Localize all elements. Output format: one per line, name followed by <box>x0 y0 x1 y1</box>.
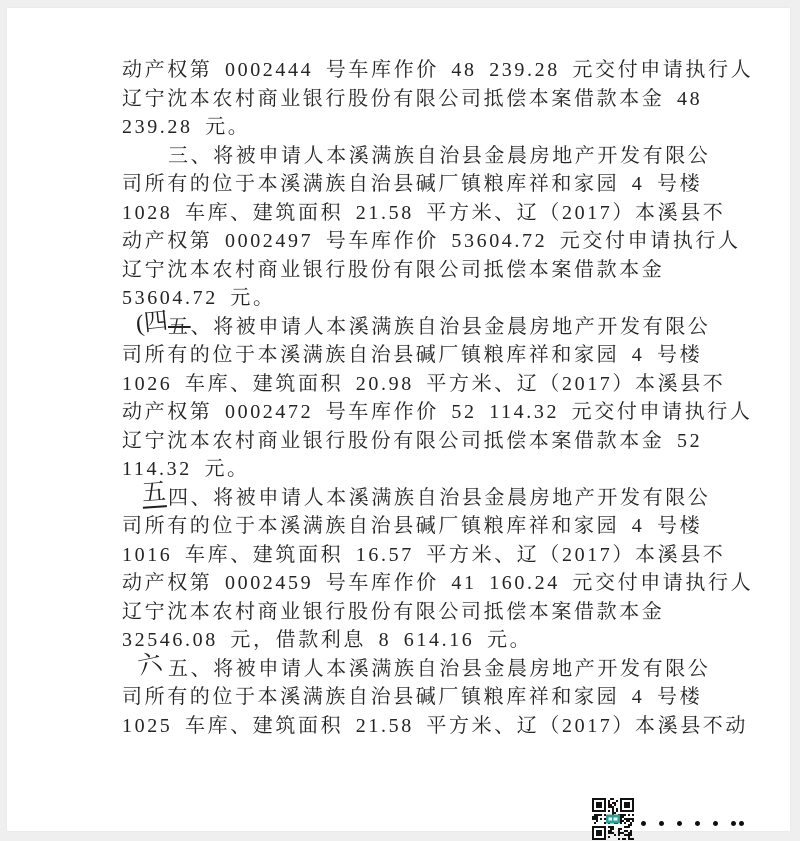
separator-dots <box>641 814 744 832</box>
paragraph-line: 1026 车库、建筑面积 20.98 平方米、辽（2017）本溪县不 <box>122 372 726 395</box>
paragraph-line: 114.32 元。 <box>122 458 250 480</box>
paragraph-line-item-five-start <box>122 478 722 513</box>
paragraph-line: 1016 车库、建筑面积 16.57 平方米、辽（2017）本溪县不 <box>122 543 726 566</box>
dot <box>695 821 700 826</box>
paragraph-line: 动产权第 0002497 号车库作价 53604.72 元交付申请执行人 <box>122 230 741 252</box>
paragraph-line-text: 、将被申请人本溪满族自治县金晨房地产开发有限公 <box>190 657 711 680</box>
paragraph-line-item-three-start: 三、将被申请人本溪满族自治县金晨房地产开发有限公 <box>168 144 711 167</box>
paragraph-line: 1025 车库、建筑面积 21.58 平方米、辽（2017）本溪县不动 <box>122 714 748 737</box>
handwritten-correction-five: 五 <box>141 478 167 507</box>
paragraph-line-item-four-start <box>122 307 722 342</box>
printed-numeral-five: 五 <box>168 657 191 680</box>
paragraph-line-text: 、将被申请人本溪满族自治县金晨房地产开发有限公 <box>190 486 711 509</box>
handwritten-correction-six: 六 <box>135 649 165 680</box>
paragraph-line: 1028 车库、建筑面积 21.58 平方米、辽（2017）本溪县不 <box>122 201 726 224</box>
document-page <box>7 8 790 831</box>
handwritten-correction-four: (四 <box>134 307 170 338</box>
paragraph-line: 239.28 元。 <box>122 116 251 138</box>
dot <box>677 821 682 826</box>
dot <box>713 821 718 826</box>
paragraph-line: 司所有的位于本溪满族自治县碱厂镇粮库祥和家园 4 号楼 <box>122 515 703 537</box>
dot <box>659 821 664 826</box>
paragraph-line: 辽宁沈本农村商业银行股份有限公司抵偿本案借款本金 48 <box>122 87 703 110</box>
printed-numeral-four: 四 <box>168 486 191 509</box>
paragraph-line: 动产权第 0002472 号车库作价 52 114.32 元交付申请执行人 <box>122 401 753 423</box>
struck-numeral-five: 五 <box>168 315 191 338</box>
paragraph-line: 辽宁沈本农村商业银行股份有限公司抵偿本案借款本金 <box>122 600 665 623</box>
document-text-block <box>122 56 754 740</box>
paragraph-line: 辽宁沈本农村商业银行股份有限公司抵偿本案借款本金 <box>122 258 665 281</box>
dot <box>641 821 646 826</box>
dot <box>739 821 744 826</box>
dot <box>731 821 736 826</box>
paragraph-line: 53604.72 元。 <box>122 287 276 309</box>
paragraph-line: 32546.08 元，借款利息 8 614.16 元。 <box>122 629 533 651</box>
paragraph-line: 司所有的位于本溪满族自治县碱厂镇粮库祥和家园 4 号楼 <box>122 686 703 708</box>
paragraph-line: 司所有的位于本溪满族自治县碱厂镇粮库祥和家园 4 号楼 <box>122 344 703 366</box>
paragraph-line: 司所有的位于本溪满族自治县碱厂镇粮库祥和家园 4 号楼 <box>122 173 703 195</box>
paragraph-line-text: 、将被申请人本溪满族自治县金晨房地产开发有限公 <box>190 315 711 338</box>
paragraph-line: 动产权第 0002459 号车库作价 41 160.24 元交付申请执行人 <box>122 572 754 594</box>
paragraph-line: 动产权第 0002444 号车库作价 48 239.28 元交付申请执行人 <box>122 59 754 81</box>
paragraph-line-item-six-start <box>122 649 722 684</box>
paragraph-line: 辽宁沈本农村商业银行股份有限公司抵偿本案借款本金 52 <box>122 429 703 452</box>
qr-code-icon <box>591 798 635 840</box>
